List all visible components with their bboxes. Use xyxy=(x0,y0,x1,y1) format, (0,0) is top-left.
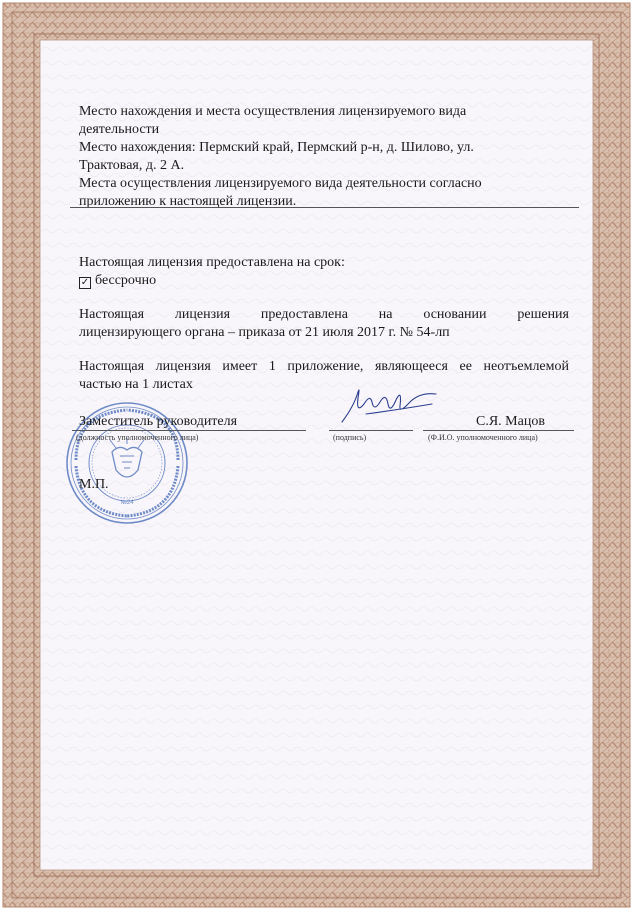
signatory-position: Заместитель руководителя xyxy=(79,414,238,429)
caption-signature: (подпись) xyxy=(333,433,367,442)
stamp-place-label: М.П. xyxy=(79,477,109,492)
term-value-row xyxy=(79,272,156,290)
caption-name: (Ф.И.О. уполномоченного лица) xyxy=(428,433,538,442)
basis-line2: лицензирующего органа – приказа от 21 июля 2017 г. № 54-лп xyxy=(79,325,450,340)
appendix-line2: частью на 1 листах xyxy=(79,377,193,392)
location-line1: Место нахождения: Пермский край, Пермский р-н, д. Шилово, ул. xyxy=(79,140,474,155)
place-heading-line2: деятельности xyxy=(79,122,160,137)
term-value: бессрочно xyxy=(95,273,157,288)
caption-position: (должность уполномоченного лица) xyxy=(76,433,199,442)
signatory-name: С.Я. Мацов xyxy=(476,414,545,429)
place-heading-line1: Место нахождения и места осуществления лицензируемого вида xyxy=(79,104,467,119)
term-label: Настоящая лицензия предоставлена на срок: xyxy=(79,255,345,270)
location-line2: Трактовая, д. 2 А. xyxy=(79,158,185,173)
activity-line1: Места осуществления лицензируемого вида деятельности согласно xyxy=(79,176,482,191)
signature-line xyxy=(329,430,413,431)
section-divider xyxy=(70,207,579,208)
activity-line2: приложению к настоящей лицензии. xyxy=(79,194,297,209)
basis-line1: Настоящая лицензия предоставлена на основании решения xyxy=(79,307,569,322)
checkbox-checked-icon: ✓ xyxy=(80,277,90,288)
seal-number: №24 xyxy=(120,500,134,506)
appendix-line1: Настоящая лицензия имеет 1 приложение, являющееся ее неотъемлемой xyxy=(79,359,569,374)
position-line xyxy=(72,430,306,431)
handwritten-signature xyxy=(336,384,440,428)
